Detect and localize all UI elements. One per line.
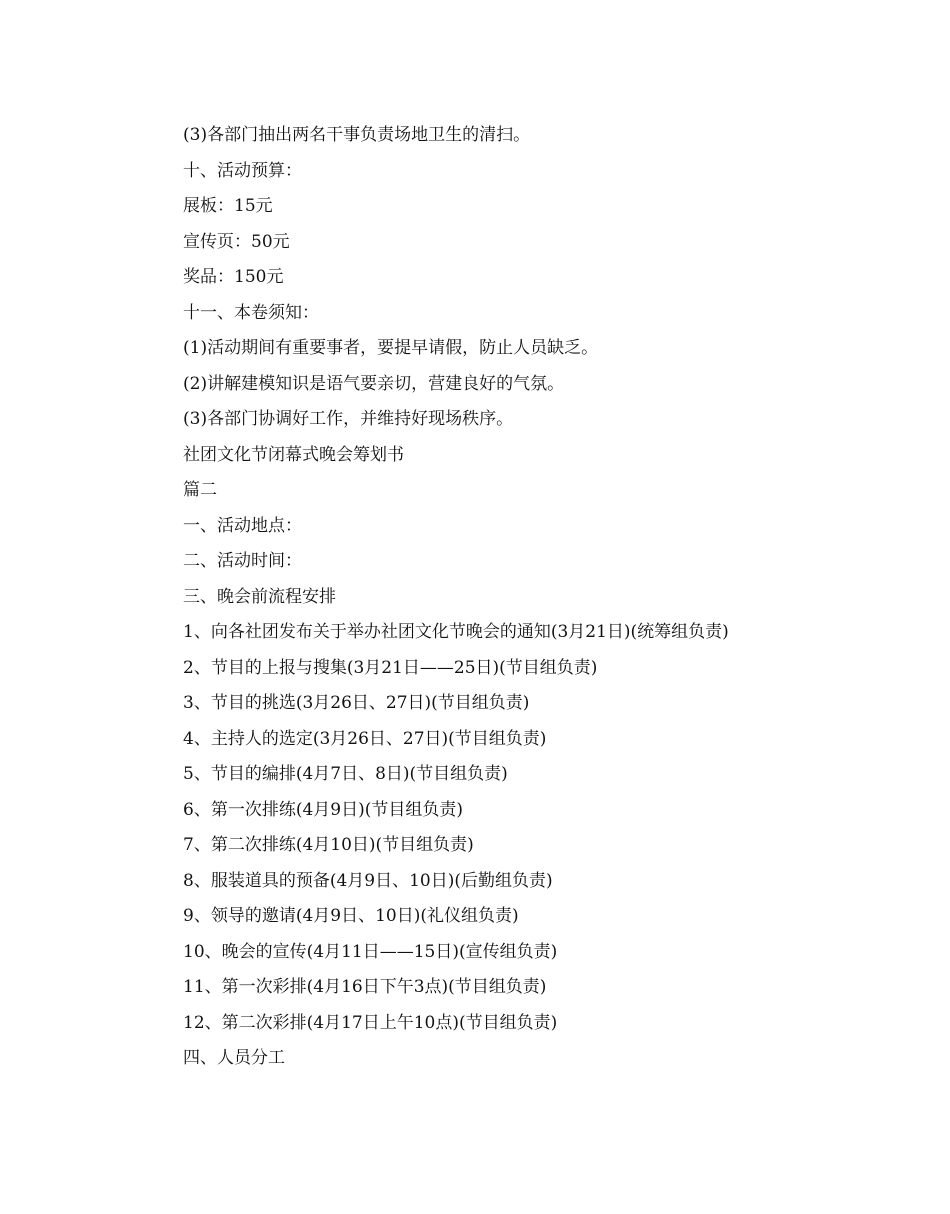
text-line: (2)讲解建模知识是语气要亲切，营建良好的气氛。 (183, 373, 565, 394)
schedule-item: 1、向各社团发布关于举办社团文化节晚会的通知(3月21日)(统筹组负责) (183, 622, 729, 642)
document-body (183, 118, 883, 1077)
schedule-item: 8、服装道具的预备(4月9日、10日)(后勤组负责) (183, 870, 553, 891)
part-label: 篇二 (183, 480, 217, 500)
schedule-item: 4、主持人的选定(3月26日、27日)(节目组负责) (183, 728, 547, 749)
budget-item: 宣传页：50元 (183, 231, 290, 252)
section-heading: 一、活动地点： (183, 515, 302, 536)
section-heading: 十一、本卷须知： (183, 302, 319, 323)
section-heading: 十、活动预算： (183, 160, 302, 181)
budget-item: 展板：15元 (183, 196, 273, 216)
schedule-item: 10、晚会的宣传(4月11日——15日)(宣传组负责) (183, 941, 558, 962)
section-heading: 三、晚会前流程安排 (183, 586, 336, 607)
schedule-item: 3、节目的挑选(3月26日、27日)(节目组负责) (183, 693, 530, 713)
schedule-item: 12、第二次彩排(4月17日上午10点)(节目组负责) (183, 1012, 558, 1033)
text-line: (3)各部门协调好工作，并维持好现场秩序。 (183, 409, 514, 429)
budget-item: 奖品：150元 (183, 267, 284, 287)
document-title: 社团文化节闭幕式晚会筹划书 (183, 444, 404, 465)
schedule-item: 11、第一次彩排(4月16日下午3点)(节目组负责) (183, 977, 547, 997)
schedule-item: 2、节目的上报与搜集(3月21日——25日)(节目组负责) (183, 657, 598, 678)
text-line: (1)活动期间有重要事者，要提早请假，防止人员缺乏。 (183, 338, 599, 358)
schedule-item: 7、第二次排练(4月10日)(节目组负责) (183, 835, 474, 855)
section-heading: 二、活动时间： (183, 551, 302, 571)
section-heading: 四、人员分工 (183, 1048, 285, 1068)
text-line: (3)各部门抽出两名干事负责场地卫生的清扫。 (183, 125, 531, 145)
schedule-item: 6、第一次排练(4月9日)(节目组负责) (183, 799, 463, 820)
schedule-item: 5、节目的编排(4月7日、8日)(节目组负责) (183, 764, 508, 784)
schedule-item: 9、领导的邀请(4月9日、10日)(礼仪组负责) (183, 906, 519, 926)
